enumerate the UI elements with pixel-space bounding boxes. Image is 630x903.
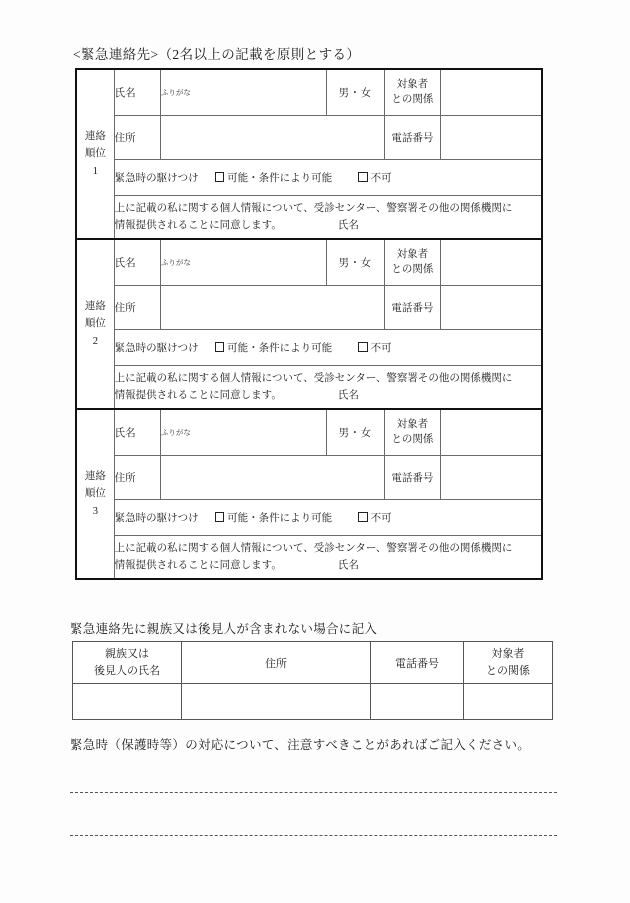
- phone-input-2[interactable]: [441, 285, 542, 329]
- rank-cell-2: [76, 239, 114, 409]
- phone-input-3[interactable]: [441, 455, 542, 499]
- contact-row-name: [76, 239, 542, 285]
- consent-line2: 情報提供されることに同意します。: [114, 559, 282, 571]
- rank-label-line2: 順位: [84, 148, 106, 160]
- contact-row-rush: [76, 499, 542, 535]
- address-label: 住所: [114, 455, 160, 499]
- rank-number: 2: [92, 335, 98, 347]
- name-label: 氏名: [114, 239, 160, 285]
- sex-label[interactable]: 男・女: [326, 69, 384, 115]
- contact-row-address: [76, 285, 542, 329]
- rush-cell-1: [114, 159, 542, 195]
- rank-number: 1: [92, 165, 98, 177]
- table-row: [73, 684, 553, 720]
- rank-label-line2: 順位: [84, 488, 106, 500]
- consent-line1: 上に記載の私に関する個人情報について、受診センター、警察署その他の関係機関に: [114, 372, 513, 384]
- rush-option-impossible-3[interactable]: [358, 513, 392, 524]
- relation-label: [384, 239, 440, 285]
- rush-option-possible-3[interactable]: [215, 513, 333, 524]
- contact-row-rush: [76, 159, 542, 195]
- relation-label: [384, 409, 440, 455]
- name-input-3[interactable]: [160, 409, 326, 455]
- consent-signature-label: 氏名: [337, 559, 359, 571]
- contact-row-address: [76, 115, 542, 159]
- rush-option-impossible-1[interactable]: [358, 173, 392, 184]
- rush-cell-3: [114, 499, 542, 535]
- guardian-relation-header-line1: 対象者: [491, 648, 525, 660]
- rank-label-line1: 連絡: [84, 301, 106, 313]
- furigana-label: ふりがな: [160, 427, 191, 437]
- name-input-2[interactable]: [160, 239, 326, 285]
- consent-line1: 上に記載の私に関する個人情報について、受診センター、警察署その他の関係機関に: [114, 202, 513, 214]
- name-label: 氏名: [114, 409, 160, 455]
- checkbox-icon[interactable]: [358, 512, 368, 522]
- relation-label: [384, 69, 440, 115]
- notes-section-heading: 緊急時（保護時等）の対応について、注意すべきことがあればご記入ください。: [70, 738, 531, 752]
- rush-label: 緊急時の駆けつけ: [114, 342, 199, 354]
- contact-row-name: [76, 69, 542, 115]
- guardian-address-input[interactable]: [182, 684, 371, 720]
- rank-label-line1: 連絡: [84, 131, 106, 143]
- checkbox-icon[interactable]: [358, 342, 368, 352]
- guardian-section-heading: 緊急連絡先に親族又は後見人が含まれない場合に記入: [70, 622, 378, 636]
- rank-cell-3: [76, 409, 114, 579]
- rush-option-possible-label: 可能・条件により可能: [227, 172, 333, 184]
- guardian-name-input[interactable]: [73, 684, 182, 720]
- phone-input-1[interactable]: [441, 115, 542, 159]
- relation-input-3[interactable]: [441, 409, 542, 455]
- address-label: 住所: [114, 285, 160, 329]
- sex-label[interactable]: 男・女: [326, 239, 384, 285]
- guardian-relation-header-line2: との関係: [486, 664, 530, 677]
- relation-label-line1: 対象者: [396, 79, 429, 91]
- address-input-1[interactable]: [160, 115, 384, 159]
- address-input-3[interactable]: [160, 455, 384, 499]
- relation-label-line1: 対象者: [396, 249, 429, 261]
- checkbox-icon[interactable]: [215, 172, 225, 182]
- guardian-phone-header: 電話番号: [371, 642, 464, 684]
- checkbox-icon[interactable]: [215, 342, 225, 352]
- guardian-name-header-line2: 後見人の氏名: [94, 664, 160, 677]
- relation-label-line1: 対象者: [396, 419, 429, 431]
- rush-option-impossible-2[interactable]: [358, 343, 392, 354]
- guardian-name-header-line1: 親族又は: [105, 648, 149, 660]
- consent-signature-label: 氏名: [337, 389, 359, 401]
- contact-row-consent: [76, 535, 542, 579]
- rank-label-line1: 連絡: [84, 471, 106, 483]
- rush-label: 緊急時の駆けつけ: [114, 172, 199, 184]
- rush-option-impossible-label: 不可: [370, 512, 392, 524]
- guardian-relation-header: [464, 642, 553, 684]
- emergency-contact-table: [75, 68, 543, 580]
- name-input-1[interactable]: [160, 69, 326, 115]
- notes-write-line-2[interactable]: [70, 835, 557, 836]
- relation-input-1[interactable]: [441, 69, 542, 115]
- guardian-table: [72, 641, 553, 720]
- name-label: 氏名: [114, 69, 160, 115]
- rush-cell-2: [114, 329, 542, 365]
- address-input-2[interactable]: [160, 285, 384, 329]
- furigana-label: ふりがな: [160, 257, 191, 267]
- phone-label: 電話番号: [384, 455, 440, 499]
- rank-label-line2: 順位: [84, 318, 106, 330]
- contact-row-address: [76, 455, 542, 499]
- phone-label: 電話番号: [384, 115, 440, 159]
- relation-label-line2: との関係: [391, 94, 434, 106]
- rush-option-possible-2[interactable]: [215, 343, 333, 354]
- guardian-header-row: [73, 642, 553, 684]
- rush-option-impossible-label: 不可: [370, 172, 392, 184]
- consent-line1: 上に記載の私に関する個人情報について、受診センター、警察署その他の関係機関に: [114, 542, 513, 554]
- guardian-relation-input[interactable]: [464, 684, 553, 720]
- guardian-phone-input[interactable]: [371, 684, 464, 720]
- relation-input-2[interactable]: [441, 239, 542, 285]
- consent-signature-label: 氏名: [337, 219, 359, 231]
- contact-row-name: [76, 409, 542, 455]
- consent-line2: 情報提供されることに同意します。: [114, 389, 282, 401]
- rush-option-impossible-label: 不可: [370, 342, 392, 354]
- consent-line2: 情報提供されることに同意します。: [114, 219, 282, 231]
- guardian-name-header: [73, 642, 182, 684]
- rush-label: 緊急時の駆けつけ: [114, 512, 199, 524]
- address-label: 住所: [114, 115, 160, 159]
- relation-label-line2: との関係: [391, 264, 434, 276]
- contact-row-consent: [76, 365, 542, 409]
- consent-cell-1: [114, 195, 542, 239]
- checkbox-icon[interactable]: [215, 512, 225, 522]
- notes-write-line-1[interactable]: [70, 792, 557, 793]
- checkbox-icon[interactable]: [358, 172, 368, 182]
- contact-row-consent: [76, 195, 542, 239]
- furigana-label: ふりがな: [160, 87, 191, 97]
- sex-label[interactable]: 男・女: [326, 409, 384, 455]
- relation-label-line2: との関係: [391, 434, 434, 446]
- consent-cell-2: [114, 365, 542, 409]
- rank-cell-1: [76, 69, 114, 239]
- consent-cell-3: [114, 535, 542, 579]
- page-title: <緊急連絡先>（2名以上の記載を原則とする）: [73, 47, 361, 62]
- contact-row-rush: [76, 329, 542, 365]
- rush-option-possible-label: 可能・条件により可能: [227, 512, 333, 524]
- guardian-address-header: 住所: [182, 642, 371, 684]
- rank-number: 3: [92, 505, 98, 517]
- rush-option-possible-1[interactable]: [215, 173, 333, 184]
- rush-option-possible-label: 可能・条件により可能: [227, 342, 333, 354]
- phone-label: 電話番号: [384, 285, 440, 329]
